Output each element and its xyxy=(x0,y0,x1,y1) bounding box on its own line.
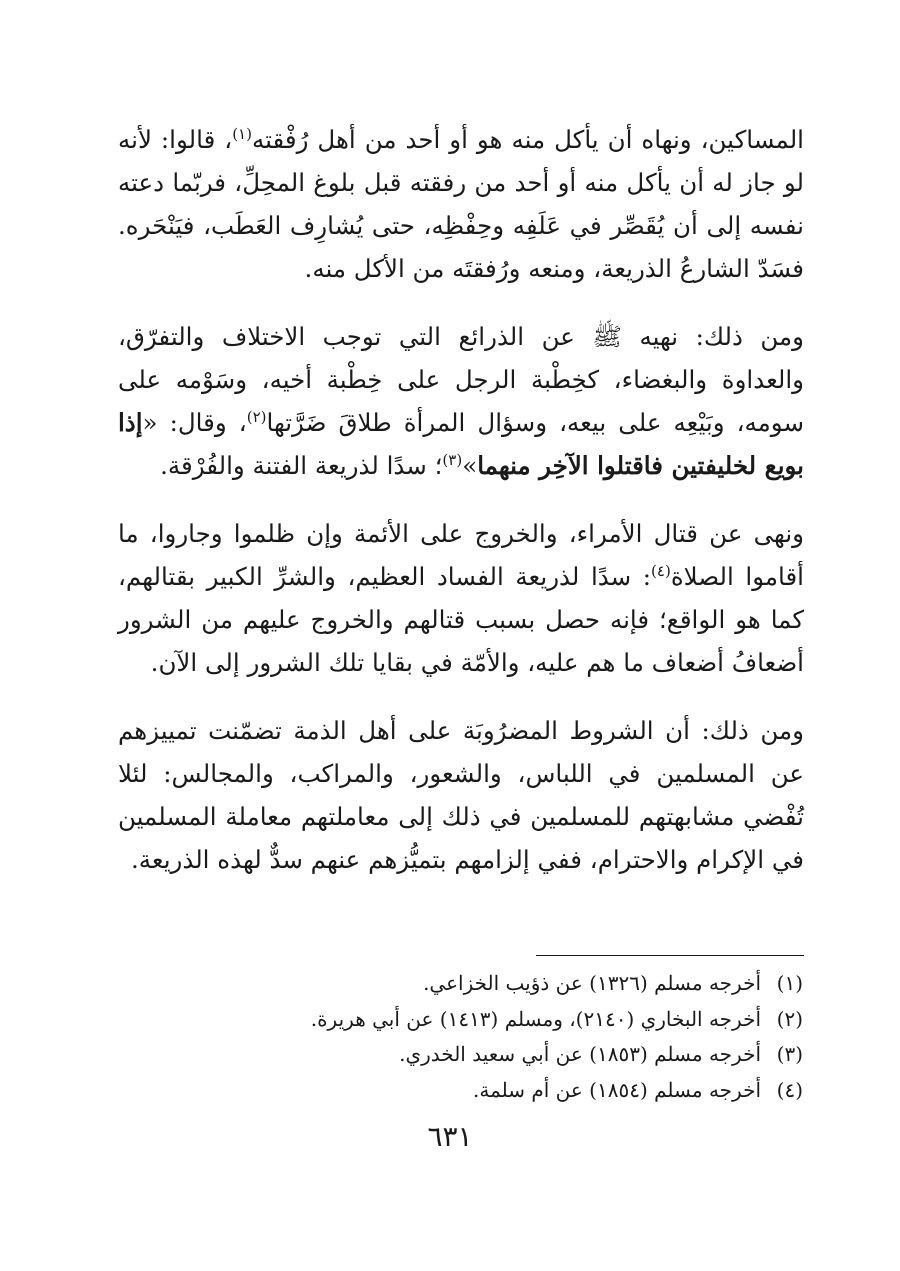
footnote-4 xyxy=(153,1073,803,1109)
paragraph-2-text-b: ، وقال: « xyxy=(142,408,247,437)
page-body xyxy=(118,118,804,906)
paragraph-2-text-a: ومن ذلك: نهيه ﷺ عن الذرائع التي توجب الاختلاف والتفرّق، والعداوة والبغضاء، كخِطْبة الرجل على خِطْبة أخيه، وسَوْمه على سومه، وبَيْعِه على بيعه، وسؤال المرأة طلاقَ ضَرَّتها xyxy=(118,322,804,437)
hadith-quote: إذا بويع لخليفتين فاقتلوا الآخِر منهما xyxy=(118,408,804,480)
footnote-number: (١) xyxy=(776,971,803,995)
paragraph-2-quote-close: » xyxy=(462,451,478,480)
footnote-text: أخرجه مسلم (١٨٥٤) عن أم سلمة. xyxy=(472,1077,761,1102)
footnote-1 xyxy=(153,966,803,1002)
paragraph-4 xyxy=(118,709,804,881)
paragraph-2-text-d: ؛ سدًا لذريعة الفتنة والفُرْقة. xyxy=(160,451,443,480)
footnote-ref-2[interactable]: (٢) xyxy=(246,408,267,426)
footnote-divider xyxy=(536,955,804,956)
page-number: ٦٣١ xyxy=(427,1120,473,1153)
paragraph-3-text-b: : سدًا لذريعة الفساد العظيم، والشرِّ الكبير بقتالهم، كما هو الواقع؛ فإنه حصل بسبب قتالهم والخروج عليهم من الشرور أضعافُ أضعاف ما هم عليه، والأمّة في بقايا تلك الشرور إلى الآن. xyxy=(118,562,804,677)
footnote-number: (٣) xyxy=(776,1042,803,1066)
paragraph-3-text-a: ونهى عن قتال الأمراء، والخروج على الأئمة وإن ظلموا وجاروا، ما أقاموا الصلاة xyxy=(118,519,804,591)
footnote-ref-1[interactable]: (١) xyxy=(232,125,252,143)
paragraph-1-text-a: المساكين، ونهاه أن يأكل منه هو أو أحد من أهل رُفْقته xyxy=(251,125,804,154)
paragraph-1 xyxy=(118,118,804,290)
footnote-text: أخرجه مسلم (١٣٢٦) عن ذؤيب الخزاعي. xyxy=(423,971,761,995)
footnote-2 xyxy=(153,1002,803,1038)
footnote-ref-4[interactable]: (٤) xyxy=(651,562,671,580)
footnotes xyxy=(153,966,803,1108)
paragraph-4-text: ومن ذلك: أن الشروط المضرُوبَة على أهل الذمة تضمّنت تمييزهم عن المسلمين في اللباس، والشعور، والمراكب، والمجالس: لئلا تُفْضي مشابهتهم للمسلمين في ذلك إلى معاملتهم معاملة المسلمين في الإكرام والاحترام، ففي إلزامهم بتميُّزهم عنهم سدٌّ لهذه الذريعة. xyxy=(118,716,804,874)
footnote-text: أخرجه البخاري (٢١٤٠)، ومسلم (١٤١٣) عن أبي هريرة. xyxy=(310,1006,761,1031)
footnote-number: (٤) xyxy=(776,1077,803,1102)
footnote-number: (٢) xyxy=(776,1006,803,1031)
paragraph-3 xyxy=(118,512,804,684)
footnote-text: أخرجه مسلم (١٨٥٣) عن أبي سعيد الخدري. xyxy=(399,1042,761,1066)
paragraph-1-text-b: ، قالوا: لأنه لو جاز له أن يأكل منه أو أحد من رفقته قبل بلوغ المحِلِّ، فربّما دعته نفسه إلى أن يُقَصِّر في عَلَفِه وحِفْظِه، حتى يُشارِف العَطَب، فيَنْحَره. فسَدّ الشارعُ الذريعة، ومنعه ورُفقتَه من الأكل منه. xyxy=(118,125,804,283)
paragraph-2 xyxy=(118,315,804,487)
footnote-3 xyxy=(153,1037,803,1073)
footnote-ref-3[interactable]: (٣) xyxy=(442,451,463,469)
